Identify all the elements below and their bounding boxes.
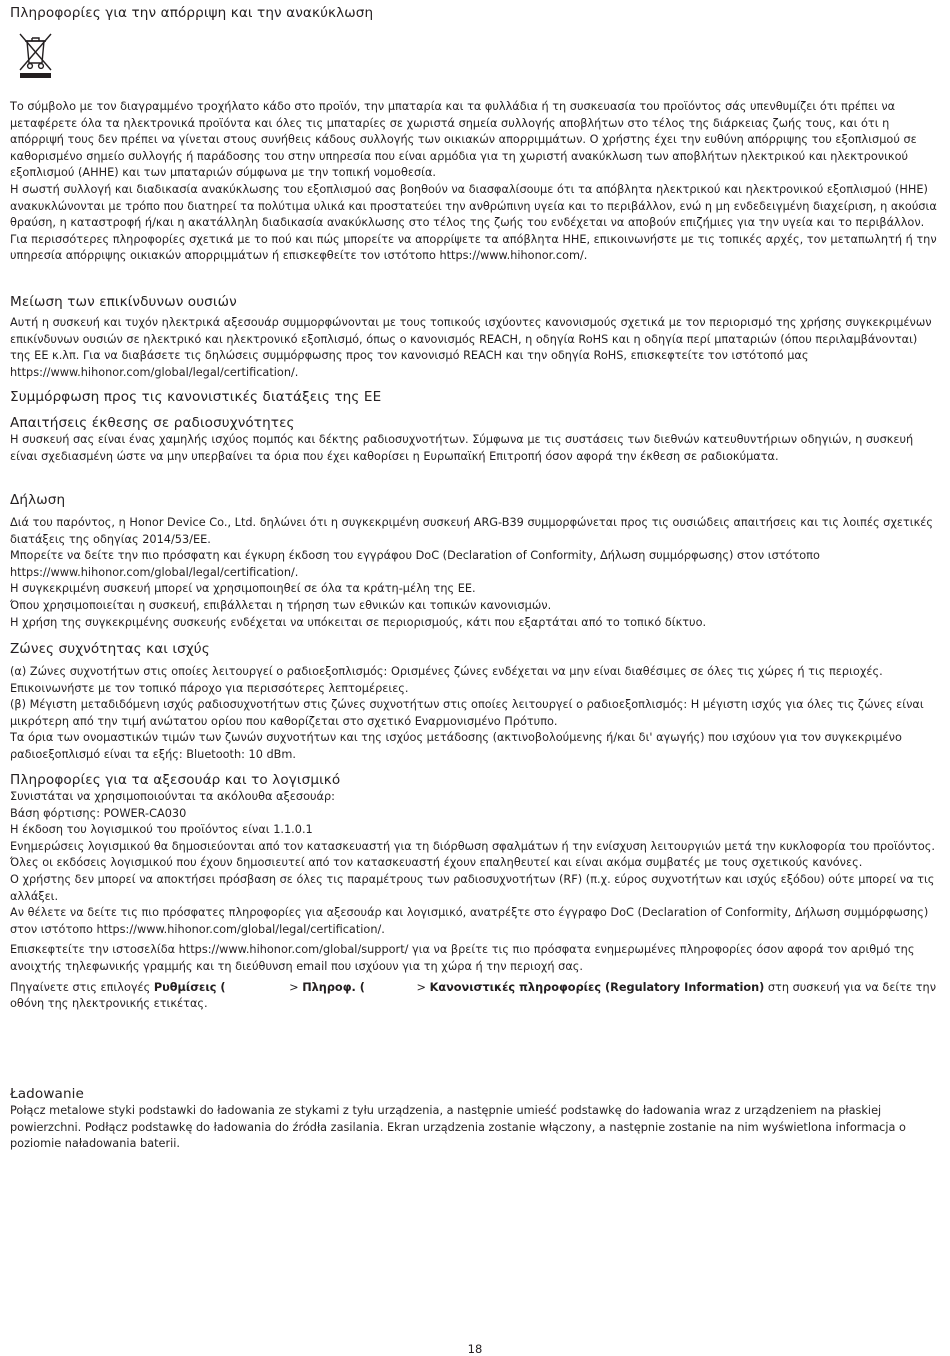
page-number: 18 bbox=[467, 1342, 483, 1356]
bands-heading: Ζώνες συχνότητας και ισχύς bbox=[10, 641, 210, 657]
accessories-line: Ενημερώσεις λογισμικού θα δημοσιεύονται από τον κατασκευαστή για τη διόρθωση σφαλμάτων ή την ενίσχυση λειτουργιών μετά την κυκλοφορία του προϊόντος. Όλες οι εκδόσεις λογισμικού που έχουν δημοσιευτεί από τον κατασκευαστή έχουν επαληθευτεί και είναι ακόμα συμβατές με τους σχετικούς κανόνες. bbox=[10, 839, 935, 870]
settings-path: Πηγαίνετε στις επιλογές Ρυθμίσεις ( > Πληροφ. ( > Κανονιστικές πληροφορίες (Regulatory Information) στη συσκευή για να δείτε την οθόνη της ηλεκτρονικής ετικέτας. bbox=[10, 980, 937, 1011]
hazardous-section bbox=[10, 293, 940, 381]
accessories-line: Ο χρήστης δεν μπορεί να αποκτήσει πρόσβαση σε όλες τις παραμέτρους των ραδιοσυχνοτήτων (RF) (π.χ. εύρος συχνοτήτων και ισχύς εξόδου) ούτε μπορεί να τις αλλάξει. bbox=[10, 872, 935, 903]
info-label: Πληροφ. ( bbox=[302, 980, 365, 994]
rf-section bbox=[10, 414, 940, 465]
declaration-line: Όπου χρησιμοποιείται η συσκευή, επιβάλλεται η τήρηση των εθνικών και τοπικών κανονισμών. bbox=[10, 598, 552, 612]
crossed-out-wheelie-bin-icon bbox=[15, 30, 55, 80]
declaration-section bbox=[10, 491, 940, 631]
accessories-line: Βάση φόρτισης: POWER-CA030 bbox=[10, 806, 187, 820]
declaration-line: Μπορείτε να δείτε την πιο πρόσφατη και έγκυρη έκδοση του εγγράφου DoC (Declaration of Conformity, Δήλωση συμμόρφωσης) στον ιστότοπο https://www.hihonor.com/global/legal/certification/. bbox=[10, 549, 820, 579]
bands-line: (β) Μέγιστη μεταδιδόμενη ισχύς ραδιοσυχνοτήτων στις ζώνες συχνοτήτων στις οποίες λειτουργεί ο ραδιοεξοπλισμός: Η μέγιστη ισχύς για όλες τις ζώνες είναι μικρότερη από την τιμή ανώτατου ορίου που καθορίζεται στο σχετικό Εναρμονισμένο Πρότυπο. bbox=[10, 698, 924, 728]
accessories-line: Αν θέλετε να δείτε τις πιο πρόσφατες πληροφορίες για αξεσουάρ και λογισμικό, ανατρέξτε στο έγγραφο DoC (Declaration of Conformity, Δήλωση συμμόρφωσης) στον ιστότοπο https://www.hihonor.com/global/legal/certification/. bbox=[10, 906, 929, 936]
bands-section bbox=[10, 640, 940, 764]
accessories-line: Συνιστάται να χρησιμοποιούνται τα ακόλουθα αξεσουάρ: bbox=[10, 790, 335, 803]
bands-line: Τα όρια των ονομαστικών τιμών των ζωνών συχνοτήτων και της ισχύος μετάδοσης (ακτινοβολούμενης ή/και δι' αγωγής) που ισχύουν για τον συγκεκριμένο ραδιοεξοπλισμό είναι τα εξής: Bluetooth: 10 dBm. bbox=[10, 731, 902, 761]
declaration-line: Διά του παρόντος, η Honor Device Co., Ltd. δηλώνει ότι η συγκεκριμένη συσκευή ARG-B39 συμμορφώνεται προς τις ουσιώδεις απαιτήσεις και τις λοιπές σχετικές διατάξεις της οδηγίας 2014/53/ΕΕ. bbox=[10, 516, 933, 546]
regulatory-label: Κανονιστικές πληροφορίες (Regulatory Information) bbox=[429, 980, 765, 994]
disposal-paragraph-1: Το σύμβολο με τον διαγραμμένο τροχήλατο κάδο στο προϊόν, την μπαταρία και τα φυλλάδια ή τη συσκευασία του προϊόντος σάς υπενθυμίζει ότι πρέπει να μεταφέρετε όλα τα ηλεκτρονικά προϊόντα και όλες τις μπαταρίες σε χωριστά σημεία συλλογής αποβλήτων στο τέλος της διάρκειας ζωής τους, και ότι η απόρριψή τους δεν πρέπει να γίνεται στους συνήθεις κάδους συλλογής των οικιακών απορριμμάτων. Ο χρήστης έχει την ευθύνη απόρριψης του εξοπλισμού σε καθορισμένο σημείο συλλογής ή παράδοσης του στην υπηρεσία που είναι αρμόδια για τη χωριστή ανακύκλωση των αποβλήτων ηλεκτρικού και ηλεκτρονικού εξοπλισμού (ΑΗΗΕ) και των μπαταριών σύμφωνα με την τοπική νομοθεσία. bbox=[10, 100, 917, 180]
charging-text: Połącz metalowe styki podstawki do ładowania ze stykami z tyłu urządzenia, a następnie umieść podstawkę do ładowania wraz z urządzeniem na płaskiej powierzchni. Podłącz podstawkę do ładowania do źródła zasilania. Ekran urządzenia zostanie włączony, a następnie zostanie na nim wyświetlona informacja o poziomie naładowania baterii. bbox=[10, 1104, 906, 1151]
disposal-section bbox=[10, 99, 940, 265]
support-text: Επισκεφτείτε την ιστοσελίδα https://www.hihonor.com/global/support/ για να βρείτε τις πιο πρόσφατα ενημερωμένες πληροφορίες όσον αφορά τον αριθμό της ανοιχτής τηλεφωνικής γραμμής και τη διεύθυνση email που ισχύουν για τη χώρα ή την περιοχή σας. bbox=[10, 943, 915, 973]
bands-line: (α) Ζώνες συχνοτήτων στις οποίες λειτουργεί ο ραδιοεξοπλισμός: Ορισμένες ζώνες ενδέχεται να μην είναι διαθέσιμες σε όλες τις χώρες ή τις περιοχές. Επικοινωνήστε με τον τοπικό πάροχο για περισσότερες λεπτομέρειες. bbox=[10, 665, 883, 695]
charging-heading: Ładowanie bbox=[10, 1086, 85, 1102]
accessories-section bbox=[10, 771, 940, 1013]
declaration-line: Η συγκεκριμένη συσκευή μπορεί να χρησιμοποιηθεί σε όλα τα κράτη-μέλη της ΕΕ. bbox=[10, 582, 476, 596]
disposal-paragraph-2: Η σωστή συλλογή και διαδικασία ανακύκλωσης του εξοπλισμού σας βοηθούν να διασφαλίσουμε ότι τα απόβλητα ηλεκτρικού και ηλεκτρονικού εξοπλισμού (ΗΗΕ) ανακυκλώνονται με τρόπο που διατηρεί τα πολύτιμα υλικά και προστατεύει την ανθρώπινη υγεία και το περιβάλλον, ενώ η μη ενδεδειγμένη διαχείριση, η ακούσια θραύση, η καταστροφή ή/και η ακατάλληλη διαδικασία ανακύκλωσης στο τέλος της ζωής του ενδέχεται να αποβούν επιζήμιες για την υγεία και το περιβάλλον. Για περισσότερες πληροφορίες σχετικά με το πού και πώς μπορείτε να απορρίψετε τα απόβλητα ΗΗΕ, επικοινωνήστε με τις τοπικές αρχές, τον μεταπωλητή ή την υπηρεσία απόρριψης οικιακών απορριμμάτων ή επισκεφθείτε τον ιστότοπο https://www.hihonor.com/. bbox=[10, 182, 937, 263]
declaration-line: Η χρήση της συγκεκριμένης συσκευής ενδέχεται να υπόκειται σε περιορισμούς, κάτι που εξαρτάται από το τοπικό δίκτυο. bbox=[10, 615, 707, 629]
accessories-heading: Πληροφορίες για τα αξεσουάρ και το λογισμικό bbox=[10, 772, 341, 788]
charging-section bbox=[10, 1085, 940, 1153]
eu-heading: Συμμόρφωση προς τις κανονιστικές διατάξεις της ΕΕ bbox=[10, 389, 382, 405]
rf-heading: Απαιτήσεις έκθεσης σε ραδιοσυχνότητες bbox=[10, 415, 295, 431]
hazardous-text: Αυτή η συσκευή και τυχόν ηλεκτρικά αξεσουάρ συμμορφώνονται με τους τοπικούς ισχύοντες κανονισμούς σχετικά με τον περιορισμό της χρήσης συγκεκριμένων επικίνδυνων ουσιών σε ηλεκτρικό και ηλεκτρονικό εξοπλισμό, όπως ο κανονισμός REACH, η οδηγία RoHS και η οδηγία περί μπαταριών (όπου περιλαμβάνονται) της ΕΕ κ.λπ. Για να διαβάσετε τις δηλώσεις συμμόρφωσης προς τον κανονισμό REACH και την οδηγία RoHS, επισκεφτείτε τον ιστότοπό μας https://www.hihonor.com/global/legal/certification/. bbox=[10, 316, 932, 379]
rf-text: Η συσκευή σας είναι ένας χαμηλής ισχύος πομπός και δέκτης ραδιοσυχνοτήτων. Σύμφωνα με τις συστάσεις των διεθνών κατευθυντήριων οδηγιών, η συσκευή είναι σχεδιασμένη ώστε να μην υπερβαίνει τα όρια που έχει καθορίσει η Ευρωπαϊκή Επιτροπή όσον αφορά την έκθεση σε ραδιοκύματα. bbox=[10, 433, 914, 463]
disposal-heading: Πληροφορίες για την απόρριψη και την ανακύκλωση bbox=[10, 5, 374, 21]
declaration-heading: Δήλωση bbox=[10, 492, 66, 508]
settings-label: Ρυθμίσεις ( bbox=[153, 980, 226, 994]
hazardous-heading: Μείωση των επικίνδυνων ουσιών bbox=[10, 294, 237, 310]
eu-section bbox=[10, 388, 940, 406]
accessories-line: Η έκδοση του λογισμικού του προϊόντος είναι 1.1.0.1 bbox=[10, 823, 313, 837]
